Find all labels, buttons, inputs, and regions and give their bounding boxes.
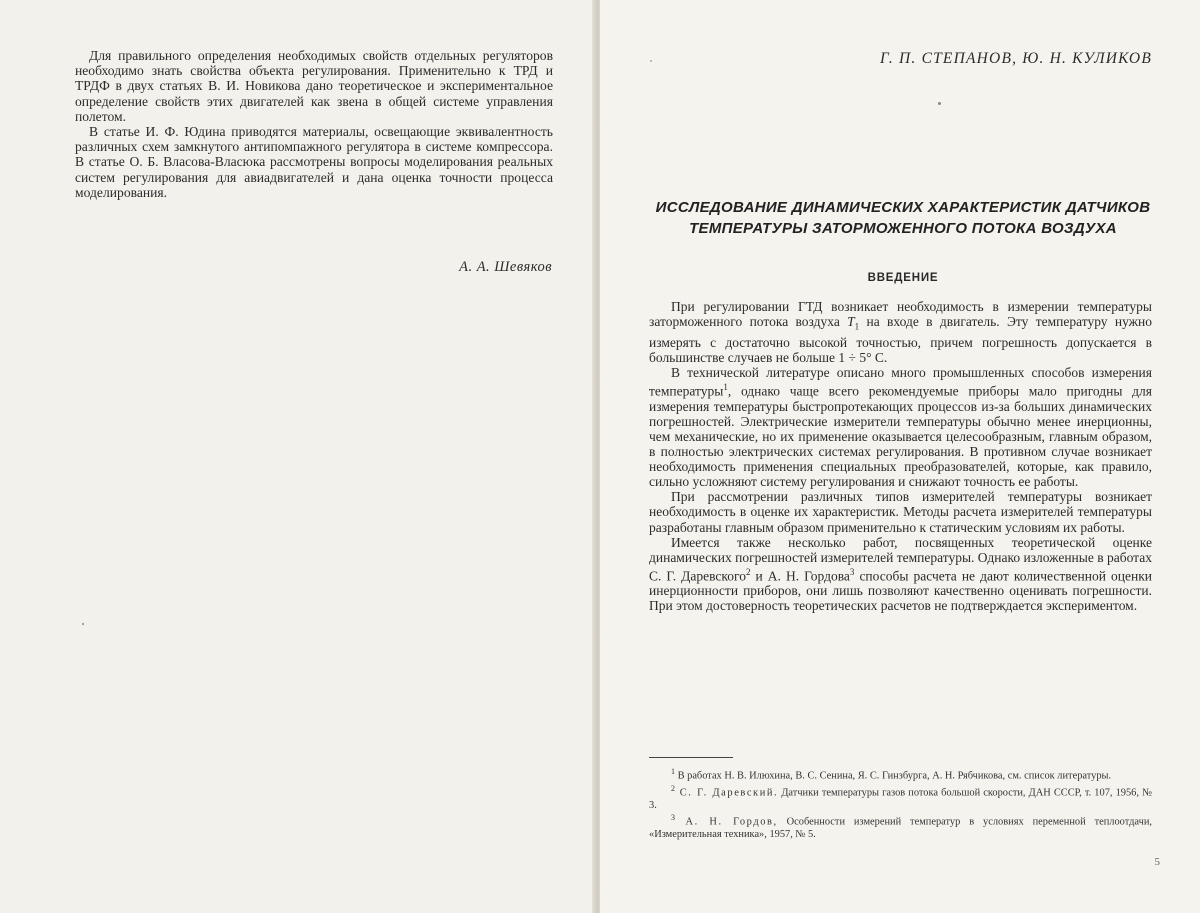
left-page: [0, 0, 596, 913]
footnotes: [649, 766, 1152, 841]
footnote-3-text: Особенности измерений температур в условиях переменной теплоотдачи, «Измерительная техника», 1957, № 5.: [649, 816, 1152, 841]
footnote-ref-3: 3: [849, 566, 855, 577]
footnote-ref-1: 1: [723, 382, 728, 393]
article-title: ИССЛЕДОВАНИЕ ДИНАМИЧЕСКИХ ХАРАКТЕРИСТИК ДАТЧИКОВ ТЕМПЕРАТУРЫ ЗАТОРМОЖЕННОГО ПОТОКА ВОЗДУХА: [655, 199, 1151, 237]
body-paragraph-4: [649, 535, 1152, 614]
footnote-3: [649, 812, 1152, 841]
body-paragraph-3: При рассмотрении различных типов измерителей температуры возникает необходимость в оценке их характеристик. Методы расчета измерителей температуры разработаны главным образом применительно к статическим условиям их работы.: [649, 489, 1152, 535]
paper-speck: [938, 102, 941, 105]
footnote-1-text: В работах Н. В. Илюхина, В. С. Сенина, Я. С. Гинзбурга, А. Н. Рябчикова, см. список литературы.: [675, 770, 1112, 782]
footnote-2-number: 2: [671, 783, 675, 793]
footnote-rule: [649, 757, 733, 758]
footnote-1-number: 1: [671, 767, 675, 776]
footnote-2-author: С. Г. Даревский.: [675, 787, 779, 799]
left-paragraph-1: Для правильного определения необходимых свойств отдельных регуляторов необходимо знать свойства объекта регулирования. Применительно к ТРД и ТРДФ в двух статьях В. И. Новикова дано теоретическое и экспериментальное определение свойств этих двигателей как звена в общей системе управления полетом.: [75, 48, 553, 124]
p2-text-b: , однако чаще всего рекомендуемые приборы мало пригодны для измерения температуры быстропротекающих процессов из-за больших динамических погрешностей. Электрические измерители температуры обычно менее инерционны, чем механические, но их применение оказывается целесообразным, главным образом, в полностью электрических системах регулирования. В противном случае возникает необходимость применения специальных преобразователей, которые, как правило, сильно усложняют систему регулирования и снижают точность ее работы.: [649, 383, 1152, 490]
signature: А. А. Шевяков: [459, 259, 552, 275]
footnote-2-text: Датчики температуры газов потока большой скорости, ДАН СССР, т. 107, 1956, № 3.: [649, 787, 1152, 811]
paper-speck: [82, 623, 84, 625]
p1-text-a: При регулировании ГТД возникает необходимость в измерении температуры заторможенного потока воздуха: [649, 299, 1152, 330]
body-paragraph-2: [649, 365, 1152, 489]
section-heading: ВВЕДЕНИЕ: [867, 272, 939, 284]
body-paragraph-1: [649, 299, 1152, 365]
footnote-1: [649, 766, 1152, 783]
p4-text-b: способы расчета не дают количественной оценки инерционности приборов, они лишь позволяют качественно оценивать погрешности. При этом достоверность теоретических расчетов не подтверждается экспериментом.: [649, 568, 1152, 614]
p1-text-b: на входе в двигатель. Эту температуру нужно измерять с достаточно высокой точностью, причем погрешность допускается в большинстве случаев не больше 1 ÷ 5° С.: [649, 314, 1152, 365]
footnote-2: [649, 783, 1152, 812]
paper-speck: [650, 60, 652, 62]
p2-text-a: В технической литературе описано много промышленных способов измерения температуры: [649, 365, 1152, 399]
footnote-3-author: А. Н. Гордов,: [675, 816, 778, 828]
temperature-subscript: 1: [854, 321, 860, 332]
footnote-ref-2: 2: [745, 566, 751, 577]
temperature-symbol: T: [847, 314, 855, 330]
left-page-text: [75, 48, 553, 200]
footnote-3-number: 3: [671, 813, 675, 823]
page-number: 5: [1154, 856, 1160, 868]
article-body: [649, 299, 1152, 614]
article-authors: Г. П. СТЕПАНОВ, Ю. Н. КУЛИКОВ: [880, 50, 1152, 67]
p4-text-a: Имеется также несколько работ, посвященных теоретической оценке динамических погрешностей измерителей температуры. Однако изложенные в работах С. Г. Даревского: [649, 534, 1152, 584]
left-paragraph-2: В статье И. Ф. Юдина приводятся материалы, освещающие эквивалентность различных схем замкнутого антипомпажного регулятора в системе компрессора. В статье О. Б. Власова-Власюка рассмотрены вопросы моделирования реальных систем регулирования для авиадвигателей и дана оценка точности процесса моделирования.: [75, 124, 553, 200]
p4-text-mid: и А. Н. Гордова: [750, 568, 850, 584]
